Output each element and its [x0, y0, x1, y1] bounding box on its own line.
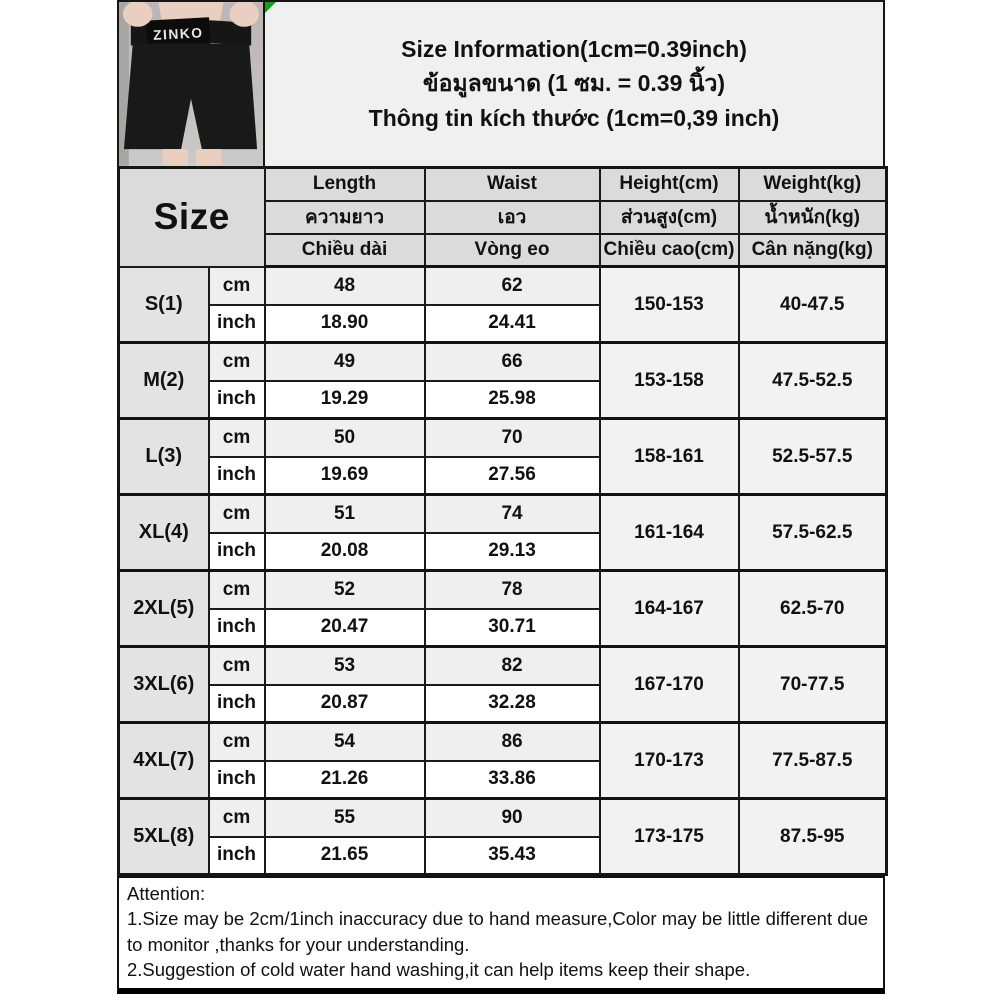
waist-cm-value: 86	[425, 723, 600, 761]
waist-inch-value: 35.43	[425, 837, 600, 875]
length-inch-value: 20.87	[265, 685, 425, 723]
header-height-th: ส่วนสูง(cm)	[600, 201, 739, 234]
length-inch-value: 21.65	[265, 837, 425, 875]
unit-cell: inch	[209, 381, 265, 419]
length-cm-value: 53	[265, 647, 425, 685]
table-row	[119, 647, 887, 685]
weight-range-cell: 87.5-95	[739, 799, 887, 875]
size-label-cell: L(3)	[119, 419, 209, 495]
waist-inch-value: 33.86	[425, 761, 600, 799]
header-row-en	[119, 168, 887, 201]
left-hand	[123, 2, 153, 27]
waist-cm-value: 74	[425, 495, 600, 533]
unit-cell: cm	[209, 723, 265, 761]
header-length-th: ความยาว	[265, 201, 425, 234]
right-leg	[196, 149, 222, 166]
size-table	[117, 166, 888, 876]
unit-cell: inch	[209, 609, 265, 647]
table-row	[119, 343, 887, 381]
weight-range-cell: 77.5-87.5	[739, 723, 887, 799]
brand-patch	[146, 17, 210, 47]
unit-cell: cm	[209, 647, 265, 685]
left-leg	[162, 149, 188, 166]
weight-range-cell: 62.5-70	[739, 571, 887, 647]
length-inch-value: 19.29	[265, 381, 425, 419]
unit-cell: inch	[209, 837, 265, 875]
size-label-cell: 4XL(7)	[119, 723, 209, 799]
waist-inch-value: 30.71	[425, 609, 600, 647]
header-weight-vi: Cân nặng(kg)	[739, 234, 887, 267]
weight-range-cell: 70-77.5	[739, 647, 887, 723]
header-waist-en: Waist	[425, 168, 600, 201]
title-line-en: Size Information(1cm=0.39inch)	[401, 36, 747, 63]
length-cm-value: 48	[265, 267, 425, 305]
length-cm-value: 51	[265, 495, 425, 533]
weight-range-cell: 52.5-57.5	[739, 419, 887, 495]
length-inch-value: 19.69	[265, 457, 425, 495]
table-row	[119, 723, 887, 761]
waist-inch-value: 25.98	[425, 381, 600, 419]
unit-cell: cm	[209, 571, 265, 609]
unit-cell: cm	[209, 343, 265, 381]
size-chart-sheet	[117, 0, 885, 994]
height-range-cell: 173-175	[600, 799, 739, 875]
header-length-vi: Chiều dài	[265, 234, 425, 267]
header-height-en: Height(cm)	[600, 168, 739, 201]
size-label-cell: 2XL(5)	[119, 571, 209, 647]
size-label-cell: 5XL(8)	[119, 799, 209, 875]
attention-note: 1.Size may be 2cm/1inch inaccuracy due to hand measure,Color may be little different due to monitor ,thanks for your understanding.	[127, 908, 869, 955]
unit-cell: cm	[209, 799, 265, 837]
title-line-vi: Thông tin kích thước (1cm=0,39 inch)	[368, 104, 780, 131]
attention-note: 2.Suggestion of cold water hand washing,it can help items keep their shape.	[127, 959, 751, 981]
size-label-cell: 3XL(6)	[119, 647, 209, 723]
top-row	[117, 0, 885, 166]
length-cm-value: 49	[265, 343, 425, 381]
header-waist-th: เอว	[425, 201, 600, 234]
length-inch-value: 21.26	[265, 761, 425, 799]
waist-inch-value: 32.28	[425, 685, 600, 723]
unit-cell: inch	[209, 305, 265, 343]
title-line-th: ข้อมูลขนาด (1 ซม. = 0.39 นิ้ว)	[422, 70, 726, 97]
length-inch-value: 18.90	[265, 305, 425, 343]
waist-inch-value: 29.13	[425, 533, 600, 571]
unit-cell: inch	[209, 533, 265, 571]
waist-cm-value: 82	[425, 647, 600, 685]
waist-cm-value: 70	[425, 419, 600, 457]
brand-label: ZINKO	[152, 25, 204, 43]
height-range-cell: 161-164	[600, 495, 739, 571]
size-corner-cell: Size	[119, 168, 265, 267]
unit-cell: inch	[209, 685, 265, 723]
header-waist-vi: Vòng eo	[425, 234, 600, 267]
length-inch-value: 20.08	[265, 533, 425, 571]
length-inch-value: 20.47	[265, 609, 425, 647]
table-row	[119, 495, 887, 533]
right-hand	[229, 2, 259, 27]
size-label-cell: S(1)	[119, 267, 209, 343]
weight-range-cell: 40-47.5	[739, 267, 887, 343]
product-photo	[119, 2, 265, 166]
length-cm-value: 54	[265, 723, 425, 761]
weight-range-cell: 47.5-52.5	[739, 343, 887, 419]
unit-cell: cm	[209, 495, 265, 533]
height-range-cell: 167-170	[600, 647, 739, 723]
table-row	[119, 419, 887, 457]
header-length-en: Length	[265, 168, 425, 201]
attention-box	[117, 876, 885, 994]
table-row	[119, 571, 887, 609]
waist-inch-value: 24.41	[425, 305, 600, 343]
length-cm-value: 50	[265, 419, 425, 457]
unit-cell: cm	[209, 419, 265, 457]
waist-cm-value: 78	[425, 571, 600, 609]
unit-cell: inch	[209, 457, 265, 495]
waist-cm-value: 62	[425, 267, 600, 305]
header-weight-en: Weight(kg)	[739, 168, 887, 201]
waist-inch-value: 27.56	[425, 457, 600, 495]
size-label-cell: XL(4)	[119, 495, 209, 571]
green-corner-flag-icon	[265, 2, 276, 13]
height-range-cell: 150-153	[600, 267, 739, 343]
weight-range-cell: 57.5-62.5	[739, 495, 887, 571]
header-weight-th: น้ำหนัก(kg)	[739, 201, 887, 234]
header-height-vi: Chiều cao(cm)	[600, 234, 739, 267]
unit-cell: inch	[209, 761, 265, 799]
length-cm-value: 52	[265, 571, 425, 609]
table-row	[119, 267, 887, 305]
height-range-cell: 153-158	[600, 343, 739, 419]
height-range-cell: 164-167	[600, 571, 739, 647]
title-block	[265, 2, 883, 166]
size-label-cell: M(2)	[119, 343, 209, 419]
attention-heading: Attention:	[127, 883, 206, 904]
length-cm-value: 55	[265, 799, 425, 837]
unit-cell: cm	[209, 267, 265, 305]
waist-cm-value: 66	[425, 343, 600, 381]
table-row	[119, 799, 887, 837]
shorts-illustration	[119, 2, 263, 166]
height-range-cell: 158-161	[600, 419, 739, 495]
height-range-cell: 170-173	[600, 723, 739, 799]
waist-cm-value: 90	[425, 799, 600, 837]
